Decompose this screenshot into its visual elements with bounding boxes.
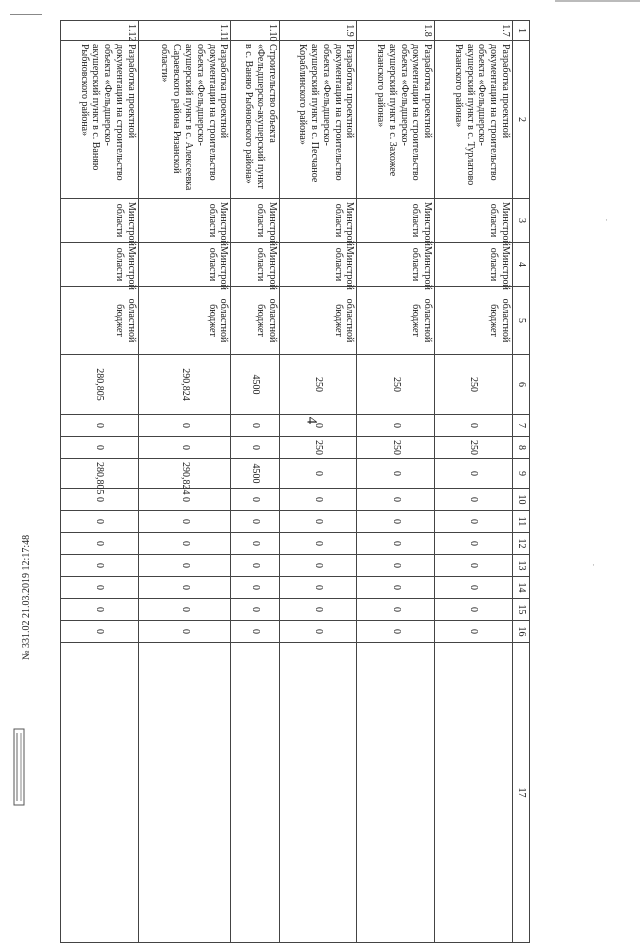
table-cell: 250 xyxy=(279,437,357,459)
table-cell: областной бюджет xyxy=(435,287,513,355)
header-cell: 17 xyxy=(513,643,530,943)
table-cell: 0 xyxy=(357,577,435,599)
description-cell: Разработка проектной документации на строительство объекта «Фельдшерско-акушерский пункт в с. Ваняю Рыбновского района» xyxy=(61,41,139,199)
description-cell: Разработка проектной документации на строительство объекта «Фельдшерско-акушерский пункт в с. Захожее Рязанского района» xyxy=(357,41,435,199)
registration-stamp-text: № 331.02 21.03.2019 12:17:48 xyxy=(21,534,32,660)
table-cell: 0 xyxy=(357,533,435,555)
table-cell: 0 xyxy=(279,489,357,511)
table-cell: Минстрой области xyxy=(279,199,357,243)
table-cell: 280,805 xyxy=(61,355,139,415)
table-cell: 0 xyxy=(231,599,279,621)
page-number: 4 xyxy=(303,416,320,425)
table-cell: Минстрой области xyxy=(435,199,513,243)
table-cell: 0 xyxy=(279,577,357,599)
table-cell: 0 xyxy=(61,555,139,577)
header-cell: 10 xyxy=(513,489,530,511)
table-cell: областной бюджет xyxy=(231,287,279,355)
table-cell: 0 xyxy=(435,555,513,577)
header-cell: 11 xyxy=(513,511,530,533)
table-cell: 0 xyxy=(357,489,435,511)
header-cell: 12 xyxy=(513,533,530,555)
header-cell: 7 xyxy=(513,415,530,437)
table-cell: 0 xyxy=(138,415,231,437)
table-cell: 0 xyxy=(357,511,435,533)
header-row xyxy=(513,21,530,943)
table-cell: 0 xyxy=(231,511,279,533)
header-cell: 6 xyxy=(513,355,530,415)
table-cell: 0 xyxy=(357,599,435,621)
table-cell: 290,824 xyxy=(138,459,231,489)
table-cell: 0 xyxy=(61,577,139,599)
table-row xyxy=(231,21,279,943)
document-stamp-icon xyxy=(13,727,26,807)
table-cell: 0 xyxy=(231,533,279,555)
description-cell: Строительство объекта «Фельдшерско-акушерский пункт в с. Ваняю Рыбновского района» xyxy=(231,41,279,199)
table-cell: 0 xyxy=(138,621,231,643)
header-cell: 5 xyxy=(513,287,530,355)
header-cell: 4 xyxy=(513,243,530,287)
header-cell: 14 xyxy=(513,577,530,599)
table-cell: областной бюджет xyxy=(138,287,231,355)
table-cell: 0 xyxy=(279,415,357,437)
table-cell: 0 xyxy=(435,511,513,533)
table-cell: 0 xyxy=(138,533,231,555)
table-cell: Минстрой области xyxy=(231,243,279,287)
table-cell: Минстрой области xyxy=(231,199,279,243)
scan-mark xyxy=(555,0,640,2)
row-number-cell: 1.9 xyxy=(279,21,357,41)
header-cell: 15 xyxy=(513,599,530,621)
table-cell: 0 xyxy=(61,489,139,511)
table-row xyxy=(357,21,435,943)
table-cell: 0 xyxy=(435,621,513,643)
rotated-table-wrapper xyxy=(60,20,530,890)
scan-dot: · xyxy=(592,560,595,570)
table-cell: Минстрой области xyxy=(61,243,139,287)
table-cell: 0 xyxy=(279,621,357,643)
scan-mark xyxy=(10,14,42,15)
table-cell: 0 xyxy=(61,599,139,621)
table-row xyxy=(61,21,139,943)
table-cell: 0 xyxy=(231,437,279,459)
table-cell: Минстрой области xyxy=(138,243,231,287)
empty-cell xyxy=(138,643,231,943)
row-number-cell: 1.7 xyxy=(435,21,513,41)
empty-cell xyxy=(357,643,435,943)
table-cell: 0 xyxy=(61,621,139,643)
scan-dot: · xyxy=(605,215,608,225)
description-cell: Разработка проектной документации на строительство объекта «Фельдшерско-акушерский пункт в с. Турлатово Рязанского района» xyxy=(435,41,513,199)
table-cell: Минстрой области xyxy=(357,243,435,287)
table-cell: 4500 xyxy=(231,459,279,489)
table-row xyxy=(435,21,513,943)
empty-cell xyxy=(231,643,279,943)
table-cell: 0 xyxy=(138,511,231,533)
table-cell: 0 xyxy=(357,459,435,489)
table-cell: 250 xyxy=(357,437,435,459)
table-cell: областной бюджет xyxy=(61,287,139,355)
table-cell: 0 xyxy=(231,621,279,643)
table-cell: 0 xyxy=(435,489,513,511)
table-cell: 0 xyxy=(231,415,279,437)
table-cell: 250 xyxy=(279,355,357,415)
table-cell: 0 xyxy=(435,577,513,599)
table-cell: 0 xyxy=(279,459,357,489)
table-cell: 0 xyxy=(61,533,139,555)
table-cell: Минстрой области xyxy=(435,243,513,287)
table-cell: 0 xyxy=(231,489,279,511)
row-number-cell: 1.8 xyxy=(357,21,435,41)
empty-cell xyxy=(61,643,139,943)
table-cell: 290,824 xyxy=(138,355,231,415)
row-number-cell: 1.10 xyxy=(231,21,279,41)
table-cell: 0 xyxy=(357,415,435,437)
table-cell: 280,805 xyxy=(61,459,139,489)
table-cell: 0 xyxy=(61,437,139,459)
header-cell: 2 xyxy=(513,41,530,199)
table-cell: 0 xyxy=(279,555,357,577)
table-row xyxy=(279,21,357,943)
row-number-cell: 1.12 xyxy=(61,21,139,41)
table-cell: 250 xyxy=(357,355,435,415)
table-cell: 0 xyxy=(61,415,139,437)
table-cell: Минстрой области xyxy=(357,199,435,243)
table-cell: 0 xyxy=(138,599,231,621)
table-cell: 250 xyxy=(435,437,513,459)
table-cell: 0 xyxy=(279,533,357,555)
table-cell: областной бюджет xyxy=(279,287,357,355)
header-cell: 13 xyxy=(513,555,530,577)
description-cell: Разработка проектной документации на строительство объекта «Фельдшерско-акушерский пункт в с. Алексеевка Сараевского района Рязанской области» xyxy=(138,41,231,199)
row-number-cell: 1.11 xyxy=(138,21,231,41)
table-cell: 0 xyxy=(138,577,231,599)
table-cell: 0 xyxy=(435,415,513,437)
table-cell: 0 xyxy=(231,577,279,599)
table-cell: 0 xyxy=(357,621,435,643)
description-cell: Разработка проектной документации на строительство объекта «Фельдшерско-акушерский пункт в с. Песчаное Кораблинского района» xyxy=(279,41,357,199)
table-cell: Минстрой области xyxy=(61,199,139,243)
table-cell: 0 xyxy=(435,459,513,489)
empty-cell xyxy=(435,643,513,943)
table-cell: 0 xyxy=(138,437,231,459)
header-cell: 9 xyxy=(513,459,530,489)
table-cell: 0 xyxy=(61,511,139,533)
empty-cell xyxy=(279,643,357,943)
table-cell: Минстрой области xyxy=(138,199,231,243)
table-cell: 0 xyxy=(279,511,357,533)
table-cell: 250 xyxy=(435,355,513,415)
table-cell: областной бюджет xyxy=(357,287,435,355)
table-row xyxy=(138,21,231,943)
header-cell: 16 xyxy=(513,621,530,643)
table-cell: Минстрой области xyxy=(279,243,357,287)
table-cell: 0 xyxy=(357,555,435,577)
table-cell: 0 xyxy=(231,555,279,577)
funding-table xyxy=(60,20,530,943)
table-cell: 0 xyxy=(279,599,357,621)
header-cell: 8 xyxy=(513,437,530,459)
header-cell: 1 xyxy=(513,21,530,41)
table-cell: 0 xyxy=(138,489,231,511)
table-cell: 0 xyxy=(435,599,513,621)
table-cell: 4500 xyxy=(231,355,279,415)
table-cell: 0 xyxy=(138,555,231,577)
table-cell: 0 xyxy=(435,533,513,555)
header-cell: 3 xyxy=(513,199,530,243)
